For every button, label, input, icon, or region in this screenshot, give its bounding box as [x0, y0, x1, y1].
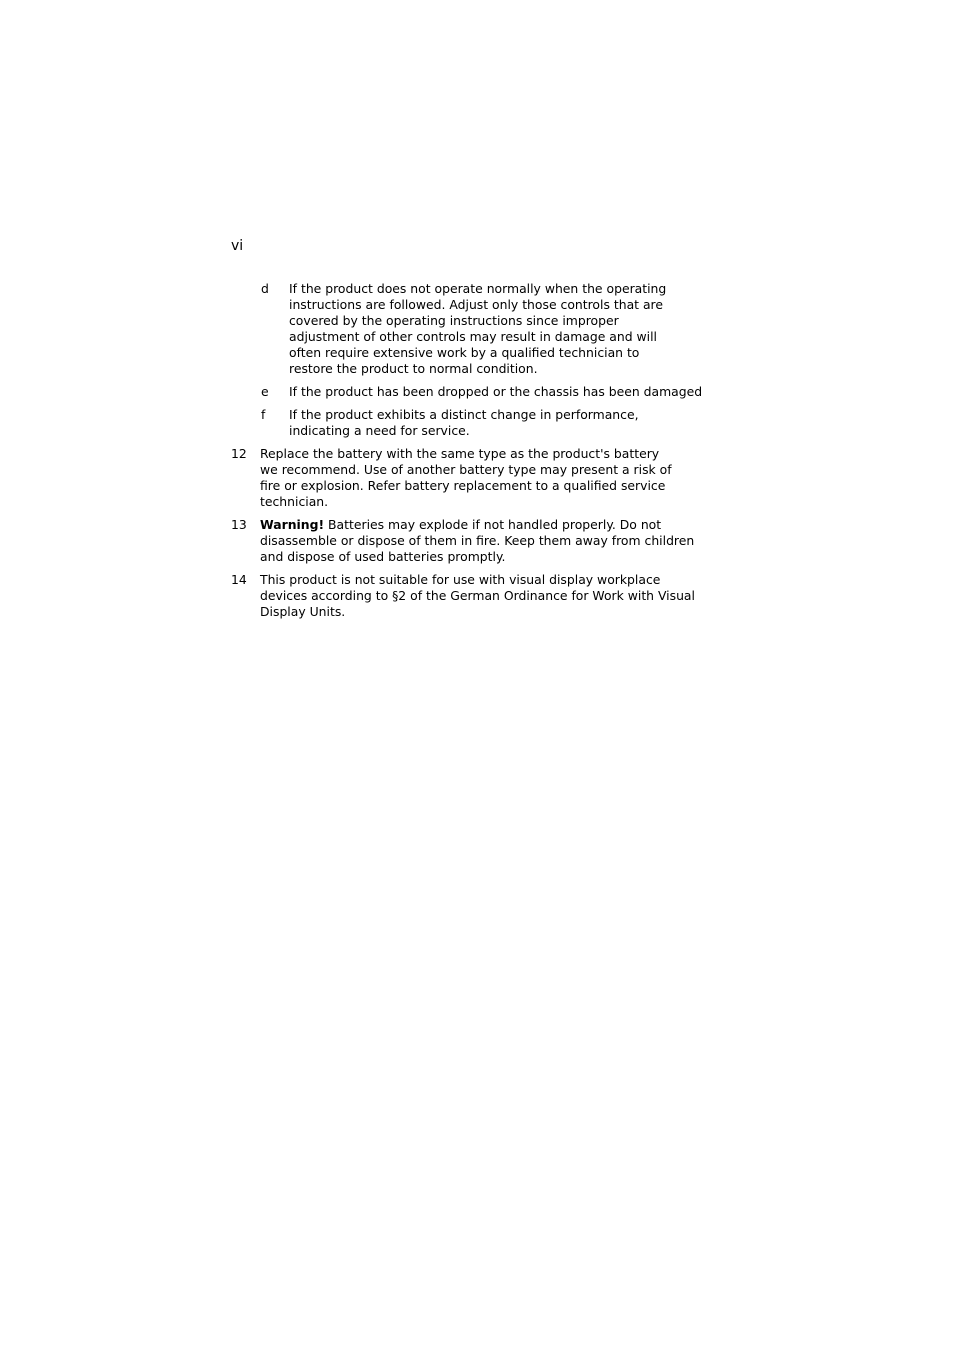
- list-marker: f: [261, 407, 266, 422]
- list-marker: 12: [231, 446, 247, 461]
- list-item-text: If the product does not operate normally when the operating instructions are followed. Adjust only those controls that are covered by the operating instructions since improper adjustment of other controls may result in damage and will often require extensive work by a qualified technician to restore the product to normal condition.: [289, 281, 667, 376]
- list-marker: e: [261, 384, 269, 399]
- list-item-13: [231, 517, 709, 565]
- list-item-text: Replace the battery with the same type as the product's battery we recommend. Use of another battery type may present a risk of fire or explosion. Refer battery replacement to a qualified service technician.: [260, 446, 672, 509]
- list-item-text: This product is not suitable for use with visual display workplace devices according to §2 of the German Ordinance for Work with Visual Display Units.: [260, 572, 695, 619]
- list-item-text-container: [260, 517, 709, 565]
- list-item-e: [231, 384, 711, 400]
- list-marker: 14: [231, 572, 247, 587]
- list-marker: 13: [231, 517, 247, 532]
- list-item-text: If the product has been dropped or the chassis has been damaged: [289, 384, 703, 399]
- warning-text: Batteries may explode if not handled properly. Do not disassemble or dispose of them in fire. Keep them away from children and dispose of used batteries promptly.: [260, 517, 695, 564]
- list-item-f: [231, 407, 681, 439]
- list-item-d: [231, 281, 681, 377]
- safety-instructions-list: [231, 281, 711, 620]
- list-item-14: [231, 572, 709, 620]
- page-number: vi: [231, 238, 244, 254]
- list-marker: d: [261, 281, 269, 296]
- list-item-12: [231, 446, 679, 510]
- warning-label: Warning!: [260, 517, 325, 532]
- list-item-text: If the product exhibits a distinct change in performance, indicating a need for service.: [289, 407, 639, 438]
